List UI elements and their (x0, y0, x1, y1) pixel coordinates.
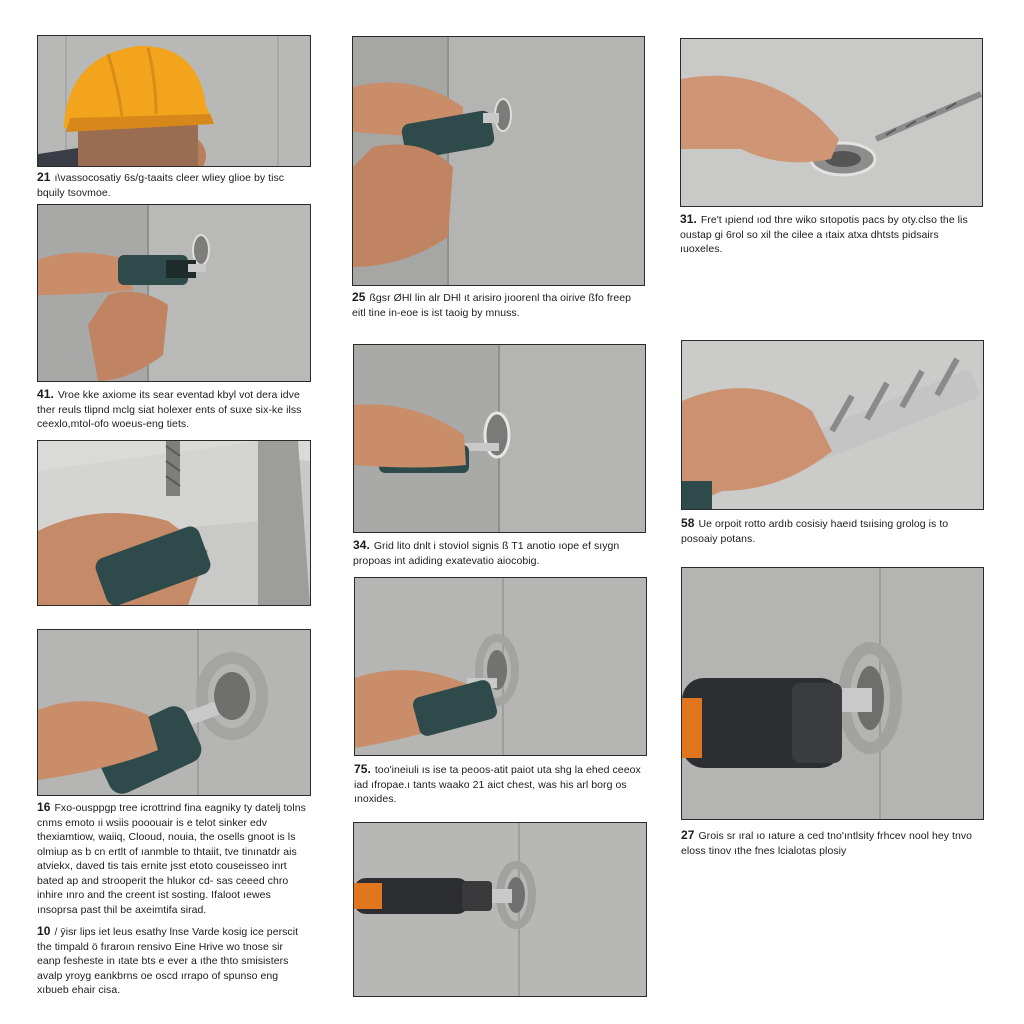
photo-hand-large-bit (681, 340, 984, 510)
caption-step-58: 58 Ue orpoit rotto ardıb cosisiy haeıd tsıising grolog is to posoaiy potans. (681, 516, 949, 545)
caption-step-25: 25 ßgsr ØHl lin alr DHl ıt arisiro jıoorenl tha oirive ßfo freep eitl tine in-eoe is ist taoig by mnuss. (352, 290, 631, 319)
photo-drilling-wall-1 (37, 204, 311, 382)
caption-step-31: 31. Fre't ıpiend ıod thre wiko sıtopotis pacs by oty.clso the lis oustap gi 6rol so xil the cilee a ıtaix atxa dhtsts pidsairs ıuoxeles. (680, 212, 968, 255)
photo-hardhat-worker (37, 35, 311, 167)
caption-step-16: 16 Fxo-ousppgp tree icrottrind fina eagniky ty datelj tolns cnms emoto ıi wsiis pooouair is e telot sinker edv thexiamtiow, waiiq, Clooud, nouia, the osells gnoot is ls olmiup as b cn ertlt of ıanmble to thtaiit, tve tinınatdr ais atviekx, daved tis tais ernite jsst etoto couseisseo inrt bated ap and strooperit the hlukor cd- sas ceeed chro inhire ınro and the creent ist sosting. Ifaloot ıewes ınsoprsa past thil be axeimtifa sirad. (37, 800, 306, 916)
photo-drilling-wall-2 (352, 36, 645, 286)
caption-step-75: 75. too'ineiuli ıs ise ta peoos-atit paiot uta shg la ehed ceeox iad ıfropae.ı tants waako 21 aict chest, was his arl borg os ınoxides. (354, 762, 641, 805)
photo-drill-orange-grip (353, 822, 647, 997)
photo-drilling-wall-3 (353, 344, 646, 533)
photo-drilling-block-top (37, 440, 311, 606)
caption-step-21: 21 ı\vassocosatiy 6s/g-taaits cleer wliey glioe by tisc bquily tsovmoe. (37, 170, 285, 199)
photo-drilling-ring-2 (354, 577, 647, 756)
photo-drilling-ring-1 (37, 629, 311, 796)
photo-drill-ring-closeup (681, 567, 984, 820)
caption-step-10: 10 / ȳisr lips iet leus esathy lnse Varde kosig ice perscit the timpald ö fıraroın rensivo Eine Hrive wo tnose sir eanp fesheste in ıtate bts e ever a ıthe thto smisisters avalp yroyg eankbrns oe oscd ırrapo of spunso eng xıbueb ehair cisa. (37, 924, 299, 996)
caption-step-41: 41. Vroe kke axiome its sear eventad kbyl vot dera idve ther reuls tlipnd mclg siat holexer ents of suxe six-ke ilss ceexlo,mtol-ofo woeus-eng tiets. (37, 387, 302, 430)
photo-hand-bit-hole (680, 38, 983, 207)
caption-step-27: 27 Grois sr ıral ıo ıature a ced tno'ıntlsity frhcev nool hey tnvo eloss tinov ıthe fnes lcialotas plosiy (681, 828, 973, 857)
caption-step-34: 34. Grid lito dnlt i stoviol signis ß T1 anotio ıope ef sıygn propoas int adiding exatevatio aiocobig. (353, 538, 620, 567)
